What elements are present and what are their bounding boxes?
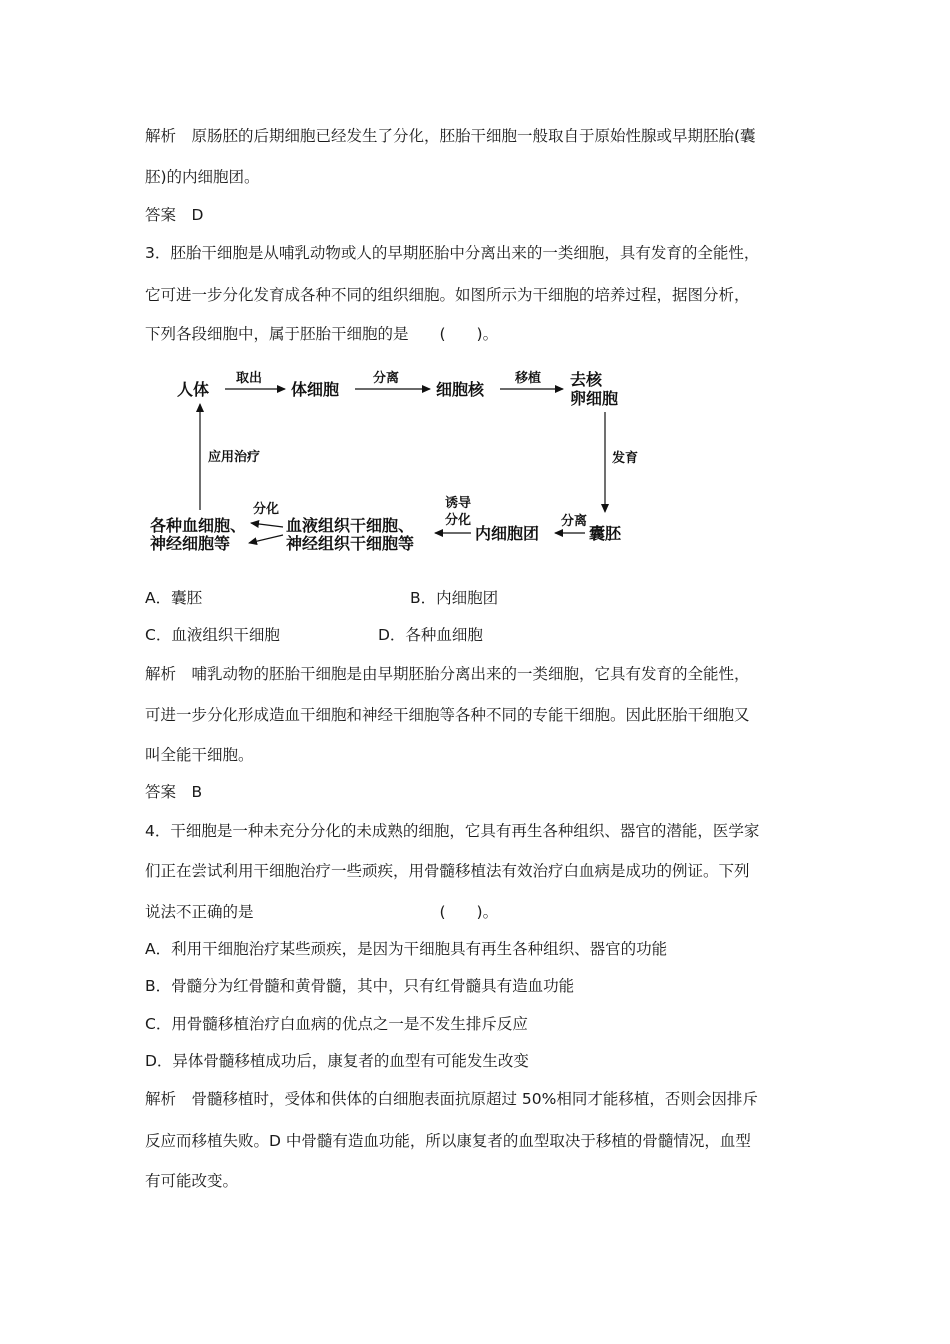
node-somatic-cell: 体细胞 [291,380,340,399]
answer-1: 答案 D [145,206,204,224]
question-4-line-2: 们正在尝试利用干细胞治疗一些顽疾，用骨髓移植法有效治疗白血病是成功的例证。下列 [145,862,750,880]
node-inner-cell-mass: 内细胞团 [475,524,540,543]
node-tissue-stem-cells-2: 神经组织干细胞等 [286,534,415,553]
analysis-3-line-1: 解析 哺乳动物的胚胎干细胞是由早期胚胎分离出来的一类细胞，它具有发育的全能性， [145,665,750,683]
q3-option-b: B．内细胞团 [410,589,499,607]
arrow-differentiate-2 [249,535,283,543]
q4-option-b: B．骨髓分为红骨髓和黄骨髓，其中，只有红骨髓具有造血功能 [145,977,575,995]
node-nucleus: 细胞核 [436,380,485,399]
q4-option-d: D．异体骨髓移植成功后，康复者的血型有可能发生改变 [145,1052,529,1070]
answer-3: 答案 B [145,783,203,801]
node-tissue-stem-cells-1: 血液组织干细胞、 [286,516,415,535]
analysis-1-line-2: 胚)的内细胞团。 [145,168,260,186]
q4-option-a: A．利用干细胞治疗某些顽疾，是因为干细胞具有再生各种组织、器官的功能 [145,940,668,958]
edge-transplant: 移植 [515,371,542,386]
question-3-line-3: 下列各段细胞中，属于胚胎干细胞的是 ( )。 [145,325,499,343]
edge-separate-2: 分离 [561,514,588,529]
arrow-differentiate-1 [251,523,283,527]
analysis-4-line-2: 反应而移植失败。D 中骨髓有造血功能，所以康复者的血型取决于移植的骨髓情况，血型 [145,1132,751,1150]
q3-option-a: A．囊胚 [145,589,203,607]
edge-apply-treatment: 应用治疗 [208,450,261,465]
analysis-1-line-1: 解析 原肠胚的后期细胞已经发生了分化，胚胎干细胞一般取自于原始性腺或早期胚胎(囊 [145,127,756,145]
question-4-line-1: 4．干细胞是一种未充分分化的未成熟的细胞，它具有再生各种组织、器官的潜能，医学家 [145,822,760,840]
analysis-4-line-1: 解析 骨髓移植时，受体和供体的白细胞表面抗原超过 50%相同才能移植，否则会因排斥 [145,1090,758,1108]
q3-option-d: D．各种血细胞 [378,626,483,644]
analysis-4-line-3: 有可能改变。 [145,1172,239,1190]
edge-induce-2: 分化 [445,513,472,528]
question-4-line-3: 说法不正确的是 ( )。 [145,903,499,921]
q4-option-c: C．用骨髓移植治疗白血病的优点之一是不发生排斥反应 [145,1015,528,1033]
stem-cell-culture-diagram [145,360,645,560]
edge-separate-1: 分离 [373,371,400,386]
node-body: 人体 [177,380,210,399]
node-enucleated-label: 去核 [570,370,603,389]
question-3-line-2: 它可进一步分化发育成各种不同的组织细胞。如图所示为干细胞的培养过程，据图分析， [145,286,750,304]
node-blood-cells-1: 各种血细胞、 [150,516,247,535]
edge-differentiate: 分化 [253,502,280,517]
node-blood-cells-2: 神经细胞等 [150,534,231,553]
edge-take-out: 取出 [236,371,263,386]
analysis-3-line-2: 可进一步分化形成造血干细胞和神经干细胞等各种不同的专能干细胞。因此胚胎干细胞又 [145,706,750,724]
edge-induce-1: 诱导 [445,496,472,511]
node-blastocyst: 囊胚 [589,524,622,543]
edge-develop: 发育 [612,451,639,466]
question-3-line-1: 3．胚胎干细胞是从哺乳动物或人的早期胚胎中分离出来的一类细胞，具有发育的全能性， [145,244,760,262]
q3-option-c: C．血液组织干细胞 [145,626,280,644]
node-egg-cell: 卵细胞 [570,389,619,408]
analysis-3-line-3: 叫全能干细胞。 [145,746,254,764]
